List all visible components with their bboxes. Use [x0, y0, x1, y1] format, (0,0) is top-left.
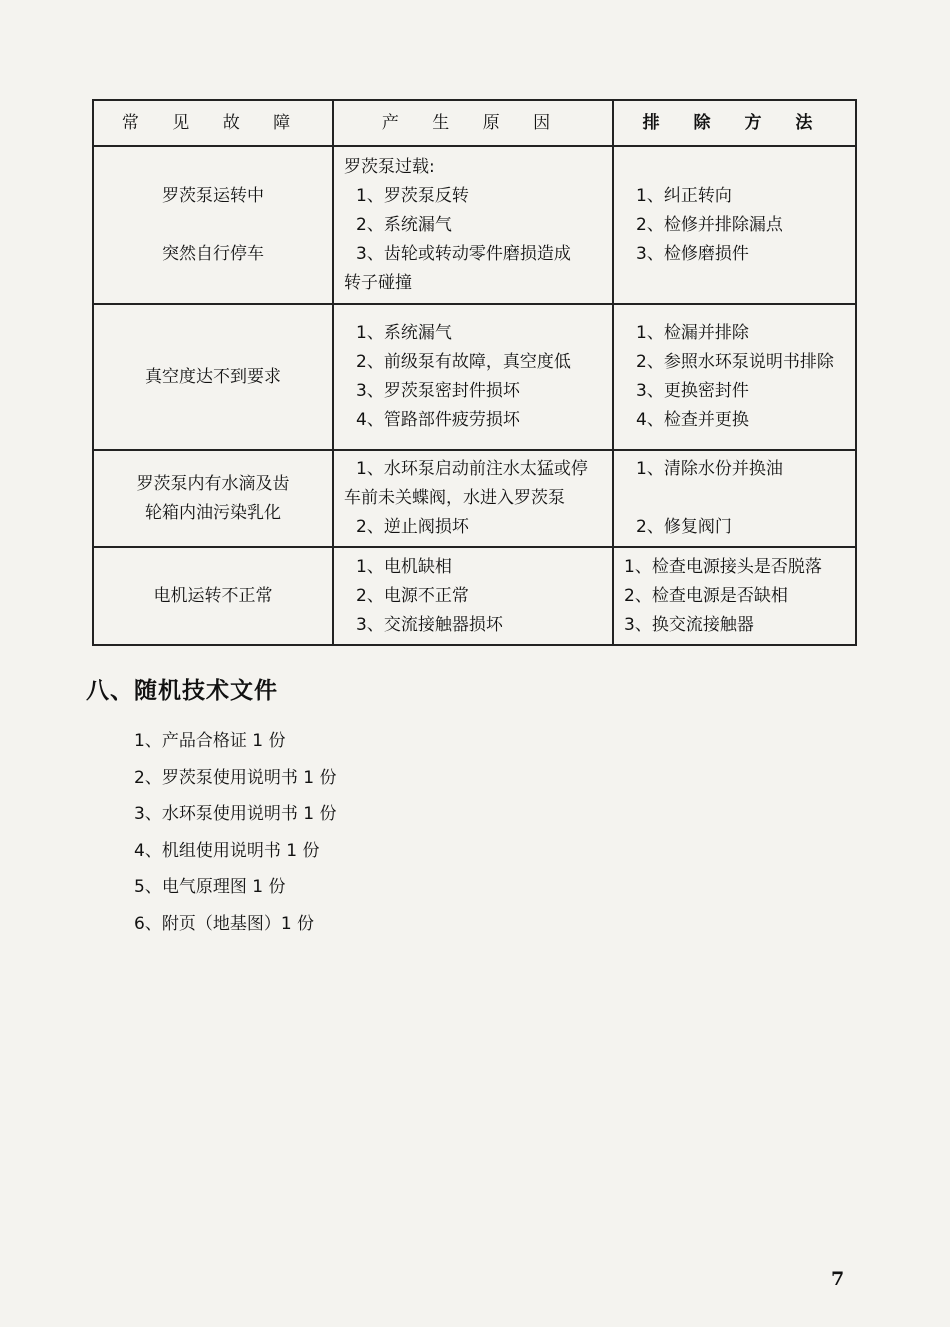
cause-text: 2、系统漏气: [356, 214, 452, 235]
solution-cell: [613, 450, 856, 547]
cause-cell: [333, 304, 613, 450]
list-item: 3、水环泵使用说明书 1 份: [134, 804, 337, 825]
fault-text: 突然自行停车: [162, 243, 264, 264]
fault-text: 罗茨泵内有水滴及齿: [136, 473, 290, 494]
table-row: [93, 146, 856, 304]
header-cause: 产 生 原 因: [333, 100, 613, 146]
solution-text: 3、更换密封件: [636, 381, 749, 401]
header-fault: 常 见 故 障: [93, 100, 333, 146]
cause-text: 2、电源不正常: [356, 585, 469, 606]
solution-cell: [613, 547, 856, 645]
fault-cell: [93, 450, 333, 547]
solution-text: 2、修复阀门: [636, 517, 732, 537]
solution-text: 2、检修并排除漏点: [636, 214, 783, 235]
header-solution: 排 除 方 法: [613, 100, 856, 146]
fault-text: 轮箱内油污染乳化: [145, 502, 281, 523]
cause-text: 3、交流接触器损坏: [356, 614, 503, 635]
list-item: 5、电气原理图 1 份: [134, 877, 286, 898]
cause-text: 1、罗茨泵反转: [356, 185, 469, 206]
cause-text: 车前未关蝶阀，水进入罗茨泵: [344, 488, 565, 508]
troubleshooting-table: [92, 99, 857, 646]
solution-text: 2、检查电源是否缺相: [624, 585, 788, 606]
solution-text: 1、检查电源接头是否脱落: [624, 556, 822, 577]
cause-text: 1、电机缺相: [356, 556, 452, 577]
fault-cell: [93, 146, 333, 304]
solution-cell: [613, 304, 856, 450]
cause-text: 1、水环泵启动前注水太猛或停: [356, 459, 588, 479]
solution-text: 1、检漏并排除: [636, 323, 749, 343]
solution-text: 2、参照水环泵说明书排除: [636, 352, 834, 372]
list-item: 6、附页（地基图）1 份: [134, 913, 315, 934]
document-list: [134, 726, 336, 946]
solution-text: 4、检查并更换: [636, 410, 749, 430]
cause-text: 4、管路部件疲劳损坏: [356, 410, 520, 430]
cause-text: 3、罗茨泵密封件损坏: [356, 381, 520, 401]
list-item: 4、机组使用说明书 1 份: [134, 840, 320, 861]
cause-text: 罗茨泵过载:: [344, 156, 435, 177]
cause-text: 转子碰撞: [344, 272, 412, 293]
fault-text: 罗茨泵运转中: [162, 185, 264, 206]
cause-cell: [333, 450, 613, 547]
cause-text: 2、逆止阀损坏: [356, 517, 469, 537]
solution-text: 1、清除水份并换油: [636, 459, 783, 479]
cause-text: 2、前级泵有故障，真空度低: [356, 352, 571, 372]
cause-cell: [333, 146, 613, 304]
solution-text: 3、检修磨损件: [636, 243, 749, 264]
section-title: 八、随机技术文件: [86, 678, 278, 704]
table-header-row: [93, 100, 856, 146]
table-row: [93, 304, 856, 450]
cause-text: 1、系统漏气: [356, 323, 452, 343]
fault-text: 电机运转不正常: [153, 585, 273, 606]
table-row: [93, 547, 856, 645]
fault-cell: [93, 304, 333, 450]
cause-text: 3、齿轮或转动零件磨损造成: [356, 243, 571, 264]
solution-cell: [613, 146, 856, 304]
list-item: 2、罗茨泵使用说明书 1 份: [134, 767, 337, 788]
solution-text: 3、换交流接触器: [624, 614, 754, 635]
page-number: 7: [831, 1268, 845, 1290]
cause-cell: [333, 547, 613, 645]
list-item: 1、产品合格证 1 份: [134, 731, 286, 751]
table-row: [93, 450, 856, 547]
fault-cell: [93, 547, 333, 645]
fault-text: 真空度达不到要求: [145, 366, 281, 387]
solution-text: 1、纠正转向: [636, 185, 732, 206]
